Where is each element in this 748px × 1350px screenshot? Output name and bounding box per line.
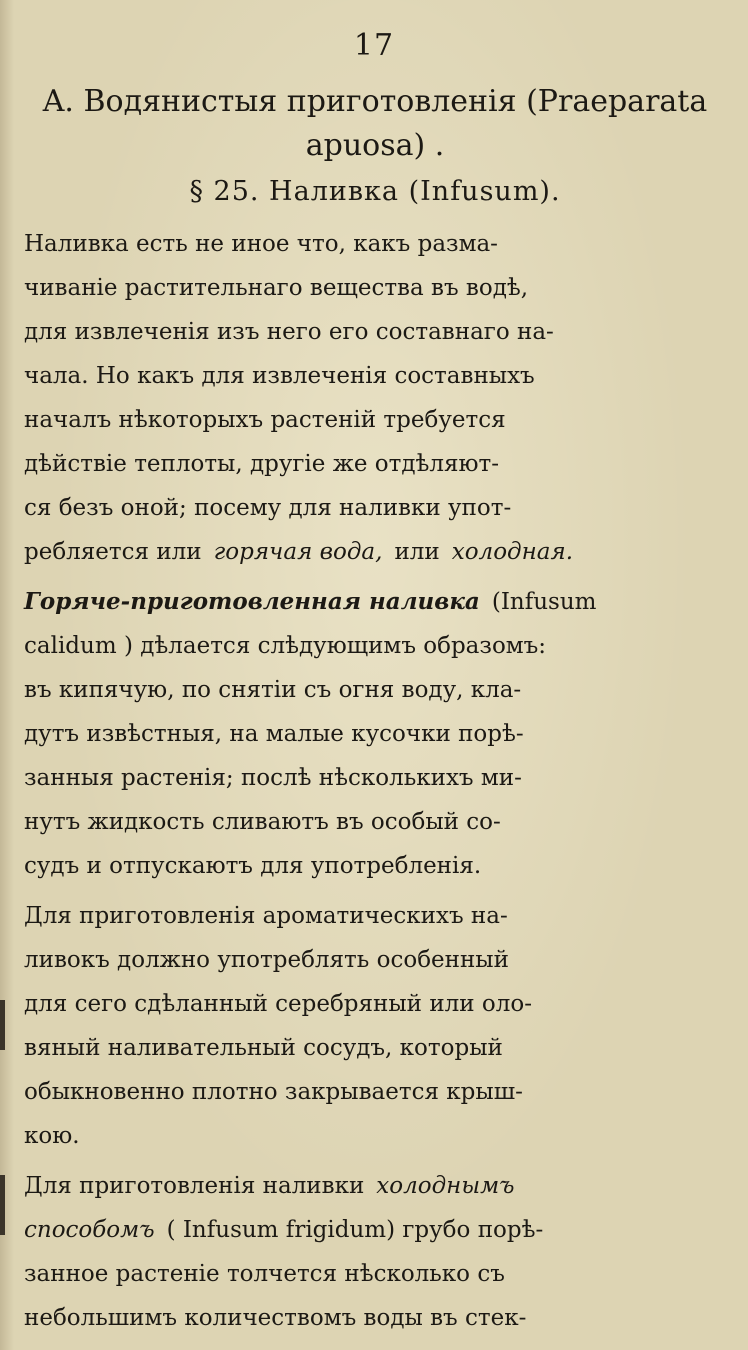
chapter-heading-line-2: apuosa) . (305, 128, 445, 163)
paragraph-4-line-4: небольшимъ количествомъ воды въ стек- (24, 1305, 527, 1331)
paragraph-2-line-5: занныя растенія; послѣ нѣсколькихъ ми- (24, 765, 522, 791)
margin-mark (0, 1000, 5, 1050)
paragraph-1-line-8 (24, 530, 714, 574)
paragraph-4-italic-cold-method: холоднымъ (376, 1173, 515, 1199)
paragraph-2-line-1 (24, 580, 714, 624)
paragraph-1-line-5: началъ нѣкоторыхъ растеній требуется (24, 407, 506, 433)
paragraph-3-line-4: вяный наливательный сосудъ, который (24, 1035, 503, 1061)
paragraph-1-line-1: Наливка есть не иное что, какъ разма- (24, 231, 498, 257)
paragraph-2-italic-term: Горяче-приготовленная наливка (24, 588, 480, 615)
paragraph-4-line-2-rest: ( Infusum frigidum) грубо порѣ- (166, 1217, 544, 1243)
paragraph-4-italic-method: способомъ (24, 1217, 155, 1243)
paragraph-2-line-7: судъ и отпускаютъ для употребленія. (24, 853, 482, 879)
paragraph-4-line-2 (24, 1208, 714, 1252)
paragraph-2-line-2: calidum ) дѣлается слѣдующимъ образомъ: (24, 633, 547, 659)
paragraph-2-line-4: дутъ извѣстныя, на малые кусочки порѣ- (24, 721, 524, 747)
chapter-heading-line-1: A. Водянистыя приготовленія (Praeparata (42, 84, 708, 119)
paragraph-1-line-7: ся безъ оной; посему для наливки упот- (24, 495, 512, 521)
paragraph-4-line-1-start: Для приготовленія наливки (24, 1173, 365, 1199)
paragraph-4-line-3: занное растеніе толчется нѣсколько съ (24, 1261, 505, 1287)
paragraph-3-line-1: Для приготовленія ароматическихъ на- (24, 903, 508, 929)
page-number: 17 (353, 28, 395, 63)
paragraph-1-line-6: дѣйствіе теплоты, другіе же отдѣляют- (24, 451, 500, 477)
paragraph-1-line-4: чала. Но какъ для извлеченія составныхъ (24, 363, 535, 389)
paragraph-3-line-3: для сего сдѣланный серебряный или оло- (24, 991, 532, 1017)
paragraph-2-line-6: нутъ жидкость сливаютъ въ особый со- (24, 809, 501, 835)
paragraph-1-italic-hot-water: горячая вода, (213, 539, 383, 565)
paragraph-3-line-6: кою. (24, 1123, 80, 1149)
section-title: § 25. Наливка (Infusum). (189, 176, 561, 207)
paragraph-1-line-2: чиваніе растительнаго вещества въ водѣ, (24, 275, 529, 301)
paragraph-2-line-3: въ кипячую, по снятіи съ огня воду, кла- (24, 677, 522, 703)
paragraph-1-line-8-start: ребляется или (24, 539, 202, 565)
paragraph-2-line-1-rest: (Infusum (491, 589, 597, 615)
margin-mark (0, 1175, 5, 1235)
paragraph-1-italic-cold: холодная. (451, 539, 574, 565)
paragraph-3-line-5: обыкновенно плотно закрывается крыш- (24, 1079, 523, 1105)
paragraph-3-line-2: ливокъ должно употреблять особенный (24, 947, 509, 973)
paragraph-1-line-8-mid: или (394, 539, 440, 565)
paragraph-1-line-3: для извлеченія изъ него его составнаго на- (24, 319, 554, 345)
paragraph-4-line-1 (24, 1164, 714, 1208)
